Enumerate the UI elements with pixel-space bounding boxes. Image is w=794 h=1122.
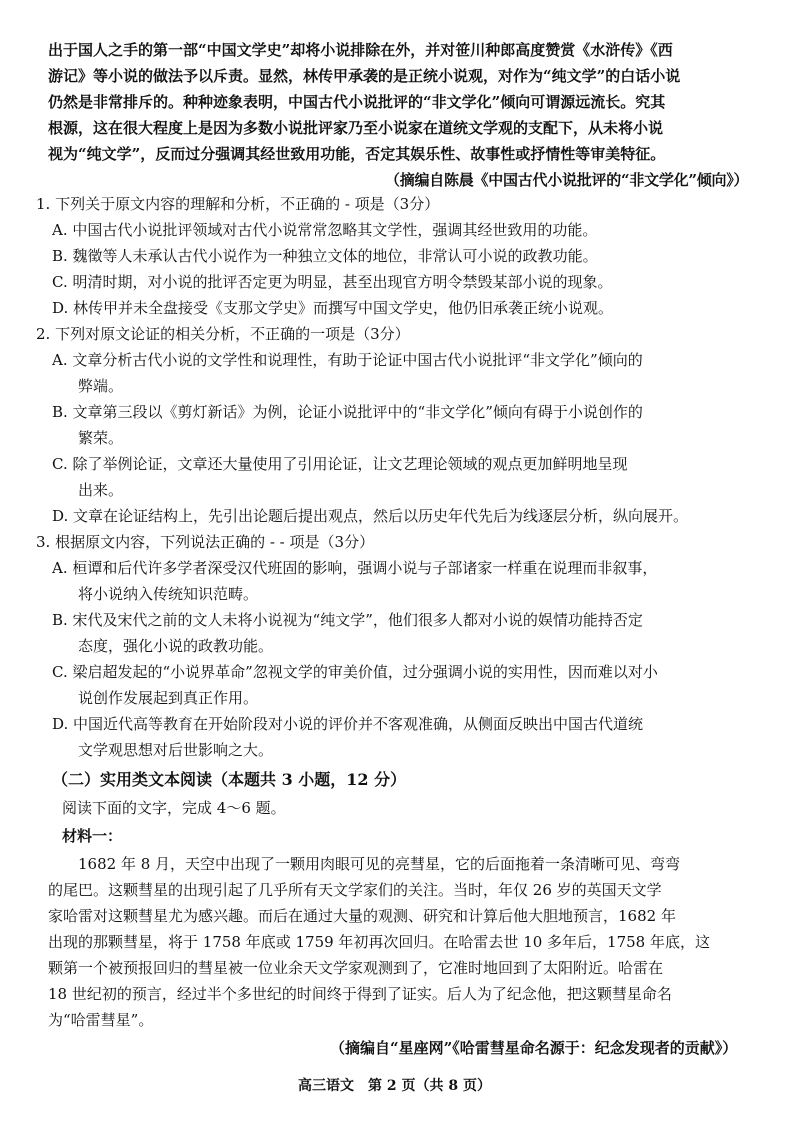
option-line: 繁荣。 bbox=[78, 429, 124, 447]
material-line: 为“哈雷彗星”。 bbox=[48, 1011, 154, 1029]
material-line: 颗第一个被预报回归的彗星被一位业余天文学家观测到了，它准时地回到了太阳附近。哈雷在 bbox=[48, 959, 664, 977]
material-line: 1682 年 8 月，天空中出现了一颗用肉眼可见的亮彗星，它的后面拖着一条清晰可见、弯弯 bbox=[78, 855, 681, 873]
passage-line: 仍然是非常排斥的。种种迹象表明，中国古代小说批评的“非文学化”倾向可谓源远流长。究其 bbox=[48, 93, 666, 111]
question-stem: 1. 下列关于原文内容的理解和分析，不正确的 - 项是（3分） bbox=[36, 195, 440, 213]
section-instruction: 阅读下面的文字，完成 4～6 题。 bbox=[62, 799, 286, 817]
option-line: B. 魏徵等人未承认古代小说作为一种独立文体的地位，非常认可小说的政教功能。 bbox=[52, 247, 598, 265]
material-line: 的尾巴。这颗彗星的出现引起了几乎所有天文学家们的关注。当时，年仅 26 岁的英国天文学 bbox=[48, 881, 662, 899]
option-line: C. 除了举例论证，文章还大量使用了引用论证，让文艺理论领域的观点更加鲜明地呈现 bbox=[52, 455, 628, 473]
option-line: D. 林传甲并未全盘接受《支那文学史》而撰写中国文学史，他仍旧承袭正统小说观。 bbox=[52, 299, 614, 317]
option-line: 将小说纳入传统知识范畴。 bbox=[78, 585, 259, 603]
option-line: D. 中国近代高等教育在开始阶段对小说的评价并不客观准确，从侧面反映出中国古代道统 bbox=[52, 715, 644, 733]
passage-line: 游记》等小说的做法予以斥责。显然，林传甲承袭的是正统小说观，对作为“纯文学”的白话小说 bbox=[48, 67, 681, 85]
option-line: 态度，强化小说的政教功能。 bbox=[78, 637, 274, 655]
option-line: A. 桓谭和后代许多学者深受汉代班固的影响，强调小说与子部诸家一样重在说理而非叙事， bbox=[52, 559, 658, 577]
passage-line: 出于国人之手的第一部“中国文学史”却将小说排除在外，并对笹川种郎高度赞赏《水浒传》《西 bbox=[48, 41, 673, 59]
option-line: 文学观思想对后世影响之大。 bbox=[78, 741, 274, 759]
passage-source: （摘编自陈晨《中国古代小说批评的“非文学化”倾向》） bbox=[385, 171, 749, 189]
passage-line: 根源，这在很大程度上是因为多数小说批评家乃至小说家在道统文学观的支配下，从未将小说 bbox=[48, 119, 664, 137]
material-source: （摘编自“星座网”《哈雷彗星命名源于：纪念发现者的贡献》） bbox=[330, 1039, 738, 1057]
option-line: A. 文章分析古代小说的文学性和说理性，有助于论证中国古代小说批评“非文学化”倾向的 bbox=[52, 351, 643, 369]
question-stem: 3. 根据原文内容，下列说法正确的 - - 项是（3分） bbox=[36, 533, 375, 551]
page-footer: 高三语文 第 2 页（共 8 页） bbox=[298, 1078, 491, 1094]
material-label: 材料一： bbox=[62, 827, 123, 845]
section-heading: （二）实用类文本阅读（本题共 3 小题，12 分） bbox=[52, 770, 407, 789]
option-line: C. 梁启超发起的“小说界革命”忽视文学的审美价值，过分强调小说的实用性，因而难以对小 bbox=[52, 663, 658, 681]
passage-line: 视为“纯文学”，反而过分强调其经世致用功能，否定其娱乐性、故事性或抒情性等审美特征。 bbox=[48, 145, 666, 163]
option-line: 弊端。 bbox=[78, 377, 124, 395]
material-line: 家哈雷对这颗彗星尤为感兴趣。而后在通过大量的观测、研究和计算后他大胆地预言，1682 年 bbox=[48, 907, 676, 925]
option-line: 说创作发展起到真正作用。 bbox=[78, 689, 259, 707]
option-line: D. 文章在论证结构上，先引出论题后提出观点，然后以历史年代先后为线逐层分析，纵向展开。 bbox=[52, 507, 689, 525]
option-line: C. 明清时期，对小说的批评否定更为明显，甚至出现官方明令禁毁某部小说的现象。 bbox=[52, 273, 613, 291]
option-line: B. 文章第三段以《剪灯新话》为例，论证小说批评中的“非文学化”倾向有碍于小说创作的 bbox=[52, 403, 643, 421]
question-stem: 2. 下列对原文论证的相关分析，不正确的一项是（3分） bbox=[36, 325, 410, 343]
material-line: 18 世纪初的预言，经过半个多世纪的时间终于得到了证实。后人为了纪念他，把这颗彗星命名 bbox=[48, 985, 672, 1003]
option-line: B. 宋代及宋代之前的文人未将小说视为“纯文学”，他们很多人都对小说的娱情功能持否定 bbox=[52, 611, 643, 629]
option-line: A. 中国古代小说批评领域对古代小说常常忽略其文学性，强调其经世致用的功能。 bbox=[52, 221, 598, 239]
material-line: 出现的那颗彗星，将于 1758 年底或 1759 年初再次回归。在哈雷去世 10 多年后，1758 年底，这 bbox=[48, 933, 710, 951]
option-line: 出来。 bbox=[78, 481, 124, 499]
